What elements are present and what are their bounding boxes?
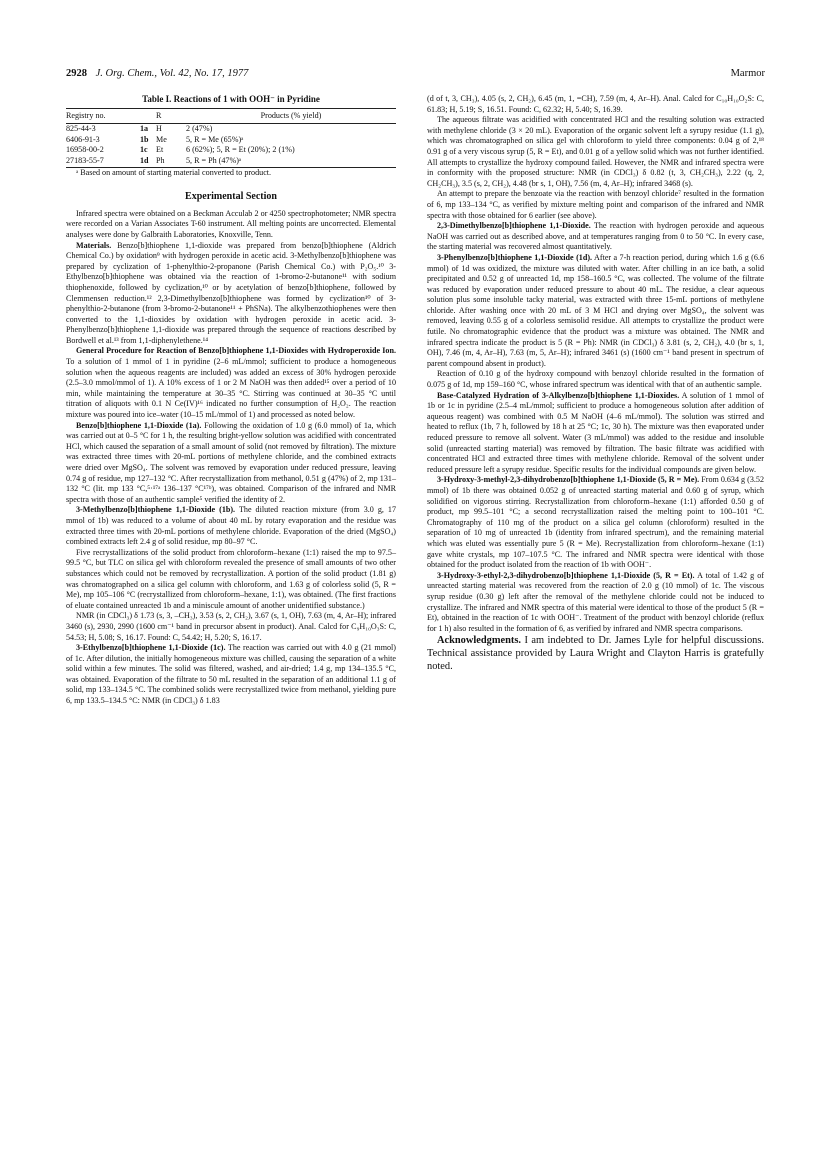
paragraph <box>427 369 764 390</box>
acknowledgments-heading: Acknowledgments. <box>437 635 521 647</box>
substituent-cell: Ph <box>156 155 165 165</box>
paragraph-text: From 0.634 g (3.52 mmol) of 1b there was obtained 0.052 g of unreacted starting material and 0.60 g of syrup, which solidified on vigorous stirring. Recrystallization from chloroform–hexane (1:1) afforded 0.50 g of product, mp 99.5–101 °C; a second recrystallization raised the melting point to 100–101 °C. Chromatography of 110 mg of the product on a silica gel column (chloroform) resulted in the separation of 10 mg of unreacted 1b (identity from infrared spectrum), and the remaining material which was eluted was essentially pure 5 (R = Me). Recrystallization from chloroform–hexane (1:1) gave white crystals, mp 107–107.5 °C. The infrared and NMR spectra were identical with those obtained for the product isolated from the reaction of 1b with OOH⁻. <box>427 475 764 570</box>
paragraph <box>66 505 396 547</box>
table-footnote: ᵃ Based on amount of starting material converted to product. <box>76 167 272 177</box>
products-cell: 2 (47%) <box>186 124 213 134</box>
compound-id-cell: 1d <box>140 155 149 165</box>
paragraph-text: A solution of 1 mmol of 1b or 1c in pyridine (2.5–4 mL/mmol; sufficient to produce a homogeneous solution after addition of aqueous reagent) was combined with 0.5 M NaOH (4–6 mL/mmol). The solution was stirred and heated to reflux (1b, 7 h, followed by 18 h at 25 °C; 1c, 30 h). The mixture was then evaporated under reduced pressure to remove all solvent. Water (3 mL/mmol) was added to the residue and insoluble solid (unreacted starting material) was removed by filtration. The basic filtrate was acidified with concentrated HCl and extracted three times with methylene chloride. Removal of the solvent under reduced pressure left a syrupy residue. Specific results for the individual compounds are given below. <box>427 390 765 474</box>
paragraph <box>66 241 396 347</box>
paragraph-run-in-heading: 3-Phenylbenzo[b]thiophene 1,1-Dioxide (1d). <box>437 252 593 262</box>
registry-number-cell: 27183-55-7 <box>66 155 104 165</box>
paragraph-text: Following the oxidation of 1.0 g (6.0 mmol) of 1a, which was carried out at 0–5 °C for 1 h, the resulting bright-yellow solution was acidified with concentrated HCl, which caused the separation of a small amount of solid (not removed by filtration). The mixture was extracted three times with 20-mL portions of methylene chloride, and the combined extracts were dried over MgSO₄. The solvent was removed by evaporation under reduced pressure, leaving 0.74 g of residue, mp 127–132 °C. After recrystallization from methanol, 0.51 g (47%) of 2, mp 131–132 °C (lit. mp 133 °C,⁵·¹⁷ᵃ 136–137 °C¹⁷ᵇ), was obtained. Comparison of the infrared and NMR spectra with those of an authentic sample⁵ verified the identity of 2. <box>66 420 396 504</box>
section-heading: Experimental Section <box>185 191 277 203</box>
paragraph <box>427 221 764 253</box>
paragraph <box>66 548 396 612</box>
column-header-registry: Registry no. <box>66 110 106 120</box>
acknowledgments <box>427 634 764 673</box>
paragraph-text: After a 7-h reaction period, during which 1.6 g (6.6 mmol) of 1d was oxidized, the mixture was diluted with water. After chilling in an ice bath, a solid precipitated and 0.52 g of unreacted 1d, mp 158–160.5 °C, was collected. The volume of the filtrate was reduced by evaporation under reduced pressure to about 40 mL. The residue, a clear aqueous solution plus some insoluble tacky material, was extracted with three 15-mL portions of methylene chloride. After washing once with 20 mL of 3 M HCl and drying over MgSO₄, the solvent was removed, leaving 0.55 g of a colorless semisolid residue. All attempts to crystallize the product were futile. No chromatographic evidence that the product was a mixture was obtained. The NMR and infrared spectra indicate the product is 5 (R = Ph): NMR (in CDCl₃) δ 3.81 (s, 2, CH₂), 4.0 (br s, 1, OH), 7.46 (m, 4, Ar–H), 7.63 (m, 5, Ar–H); infrared 3461 (s) (1600 cm⁻¹ band present in spectrum of parent compound absent in product). <box>427 252 764 368</box>
paragraph <box>66 643 396 707</box>
paragraph <box>66 421 396 506</box>
table-row <box>66 156 396 167</box>
paragraph <box>427 475 764 570</box>
paragraph-text: To a solution of 1 mmol of 1 in pyridine (2–6 mL/mmol; sufficient to produce a homogeneous solution when the aqueous reagents are included) was added an excess of 30% hydrogen peroxide (2.5–3.0 mmol/mmol of 1). A 10% excess of 1 or 2 M NaOH was then added¹⁵ over a period of 10 min, while maintaining the temperature at 30–35 °C. Stirring was continued at 30–35 °C until titration of aliquots with 0.1 N Ce(IV)¹⁶ indicated no further consumption of H₂O₂. The reaction mixture was poured into ice–water (10–15 mL/mmol of 1) and processed as noted below. <box>66 357 396 420</box>
products-cell: 6 (62%); 5, R = Et (20%); 2 (1%) <box>186 145 295 155</box>
author-name: Marmor <box>730 68 765 79</box>
paragraph-run-in-heading: Benzo[b]thiophene 1,1-Dioxide (1a). <box>76 420 202 430</box>
paragraph-text: An attempt to prepare the benzoate via the reaction with benzoyl chloride⁷ resulted in the formation of 6, mp 133–134 °C, as verified by mixture melting point and comparison of the infrared and NMR spectra with those obtained for 6 earlier (see above). <box>427 189 764 220</box>
paragraph-text: NMR (in CDCl₃) δ 1.73 (s, 3, –CH₃), 3.53 (s, 2, CH₂), 3.67 (s, 1, OH), 7.63 (m, 4, Ar–H); infrared 3460 (s), 2930, 2990 (1600 cm⁻¹ band in precursor absent in product). Anal. Calcd for C₉H₁₀O₃S: C, 54.53; H, 5.08; S, 16.17. Found: C, 54.42; H, 5.20; S, 16.17. <box>66 611 396 642</box>
paragraph <box>427 94 764 115</box>
column-header-r: R <box>156 110 162 120</box>
paragraph-text: Infrared spectra were obtained on a Beckman Acculab 2 or 4250 spectrophotometer; NMR spectra were recorded on a Varian Associates T-60 instrument. All melting points are uncorrected. Elemental analyses were done by Galbraith Laboratories, Knoxville, Tenn. <box>66 208 396 239</box>
paragraph <box>66 346 396 420</box>
left-column <box>66 94 396 707</box>
paragraph-run-in-heading: 3-Methylbenzo[b]thiophene 1,1-Dioxide (1b). <box>76 505 236 515</box>
paragraph-run-in-heading: 3-Ethylbenzo[b]thiophene 1,1-Dioxide (1c). <box>76 643 226 653</box>
page-number: 2928 <box>66 68 87 79</box>
products-cell: 5, R = Ph (47%)ᵃ <box>186 155 242 165</box>
compound-id-cell: 1b <box>140 134 149 144</box>
table-row <box>66 124 396 135</box>
table-row <box>66 135 396 146</box>
right-column-text <box>427 94 764 634</box>
paragraph-text: Reaction of 0.10 g of the hydroxy compound with benzoyl chloride resulted in the formation of 0.075 g of 1d, mp 159–160 °C, whose infrared spectrum was identical with that of an authentic sample. <box>427 369 764 390</box>
column-header-products: Products (% yield) <box>260 110 322 120</box>
registry-number-cell: 6406-91-3 <box>66 134 100 144</box>
paragraph <box>427 115 764 189</box>
left-column-text <box>66 209 396 707</box>
compound-id-cell: 1a <box>140 124 149 134</box>
paragraph-run-in-heading: Base-Catalyzed Hydration of 3-Alkylbenzo[b]thiophene 1,1-Dioxides. <box>437 390 680 400</box>
paragraph-run-in-heading: 2,3-Dimethylbenzo[b]thiophene 1,1-Dioxide. <box>437 221 591 231</box>
paragraph <box>427 571 764 635</box>
paragraph-text: The reaction with hydrogen peroxide and aqueous NaOH was carried out as described above, and at temperatures ranging from 0 to 50 °C. In every case, the starting material was recovered almost quantitatively. <box>427 221 764 252</box>
paragraph-run-in-heading: Materials. <box>76 240 112 250</box>
acknowledgments-text: I am indebted to Dr. James Lyle for helpful discussions. Technical assistance provided by Laura Wright and Clayton Harris is gratefully noted. <box>427 635 764 673</box>
right-column <box>427 94 764 673</box>
paragraph-run-in-heading: 3-Hydroxy-3-ethyl-2,3-dihydrobenzo[b]thiophene 1,1-Dioxide (5, R = Et). <box>437 570 695 580</box>
running-head <box>66 68 765 82</box>
paragraph-text: The reaction was carried out with 4.0 g (21 mmol) of 1c. After dilution, the initially homogeneous mixture was chilled, causing the separation of a white solid within a few minutes. The solid was filtered, washed, and air-dried; 1.4 g, mp 134–135.5 °C, was obtained. Evaporation of the filtrate to 50 mL resulted in the separation of an additional 1.1 g of solid, mp 133–134.5 °C. The combined solids were recrystallized twice from methanol, yielding pure 6, mp 133.5–134.5 °C: NMR (in CDCl₃) δ 1.83 <box>66 643 396 706</box>
paragraph-text: Five recrystallizations of the solid product from chloroform–hexane (1:1) raised the mp to 97.5–99.5 °C, but TLC on silica gel with chloroform revealed the presence of small amounts of two other substances which could not be removed by recrystallization. A portion of the solid product (1.81 g) was chromatographed on a silica gel column with chloroform, and 1.63 g of colorless solid (5, R = Me), mp 105–106 °C (recrystallized from chloroform–hexane, 1:1), was obtained. (The first fractions of eluate contained unreacted 1b and a miniscule amount of another unidentified substance.) <box>66 547 396 610</box>
paragraph-run-in-heading: General Procedure for Reaction of Benzo[b]thiophene 1,1-Dioxides with Hydroperoxide Ion. <box>76 346 396 356</box>
table-row <box>66 145 396 156</box>
paragraph <box>66 611 396 643</box>
compound-id-cell: 1c <box>140 145 148 155</box>
reactions-table <box>66 108 396 168</box>
paragraph <box>66 209 396 241</box>
table-title: Table I. Reactions of 1 with OOH⁻ in Pyridine <box>142 94 320 104</box>
paragraph <box>427 189 764 221</box>
registry-number-cell: 825-44-3 <box>66 124 96 134</box>
table-header-row <box>66 108 396 124</box>
journal-citation: J. Org. Chem., Vol. 42, No. 17, 1977 <box>95 68 249 79</box>
paragraph-text: Benzo[b]thiophene 1,1-dioxide was prepared from benzo[b]thiophene (Aldrich Chemical Co.) by oxidation⁹ with hydrogen peroxide in acetic acid. 3-Methylbenzo[b]thiophene was prepared by cyclization of 1-phenylthio-2-propanone (Parish Chemical Co.) with P₂O₅.¹⁰ 3-Ethylbenzo[b]thiophene was obtained via the reaction of 1-bromo-2-butanone¹¹ with sodium thiophenoxide, followed by cyclization,¹⁰ or by acetylation of benzo[b]thiophene, followed by Clemmensen reduction.¹² 2,3-Dimethylbenzo[b]thiophene was formed by cyclization¹⁰ of 3-phenylthio-2-butanone (from 3-bromo-2-butanone¹¹ + PhSNa). The alkylbenzothiophenes were then converted to the 1,1-dioxides by oxidation with hydrogen peroxide in acetic acid. 3-Phenylbenzo[b]thiophene 1,1-dioxide was prepared through the sequence of reactions described by Bordwell et al.¹³ from 1,1-diphenylethene.¹⁴ <box>66 240 396 345</box>
substituent-cell: Et <box>156 145 164 155</box>
paragraph-text: A total of 1.42 g of unreacted starting material was recovered from the reaction of 2.0 g (10 mmol) of 1c. The viscous syrup residue (0.30 g) left after the removal of the methylene chloride could not be induced to crystallize. The infrared and NMR spectra of this material were identical to those of the product 5 (R = Et), obtained in the reaction of 1c with OOH⁻. Treatment of the product with benzoyl chloride (reflux for 1 h) also resulted in the formation of 6, as verified by infrared and NMR spectra comparisons. <box>427 570 764 633</box>
products-cell: 5, R = Me (65%)ᵃ <box>186 134 244 144</box>
paragraph-text: The diluted reaction mixture (from 3.0 g, 17 mmol of 1b) was reduced to a volume of about 40 mL by rotary evaporation and the residue was extracted three times with 20-mL portions of methylene chloride. Evaporation of the dried (MgSO₄) combined extracts left 2.4 g of solid residue, mp 80–97 °C. <box>66 505 396 547</box>
paragraph-text: The aqueous filtrate was acidified with concentrated HCl and the resulting solution was extracted with methylene chloride (3 × 20 mL). Evaporation of the organic solvent left a syrupy residue (1.1 g), which was chromatographed on silica gel with chloroform to yield three components: 0.04 g of 2,¹⁸ 0.91 g of a very viscous syrup (5, R = Et), and 0.01 g of a yellow solid which was not further identified. All attempts to crystallize the hydroxy compound failed. However, the NMR and infrared spectra were in conformity with the proposed structure: NMR (in CDCl₃) δ 0.82 (t, 3, CH₂CH₃), 2.22 (q, 2, CH₂CH₃), 3.5 (s, 2, CH₂), 4.48 (br s, 1, OH), 7.56 (m, 4, Ar–H); infrared 3468 (s). <box>427 115 764 188</box>
substituent-cell: Me <box>156 134 167 144</box>
paragraph-text: (d of t, 3, CH₃), 4.05 (s, 2, CH₂), 6.45 (m, 1, =CH), 7.59 (m, 4, Ar–H). Anal. Calcd for C₁₀H₁₀O₂S: C, 61.83; H, 5.19; S, 16.51. Found: C, 62.32; H, 5.40; S, 16.39. <box>427 94 764 114</box>
substituent-cell: H <box>156 124 162 134</box>
paragraph <box>427 253 764 370</box>
registry-number-cell: 16958-00-2 <box>66 145 104 155</box>
paragraph-run-in-heading: 3-Hydroxy-3-methyl-2,3-dihydrobenzo[b]thiophene 1,1-Dioxide (5, R = Me). <box>437 475 700 485</box>
paragraph <box>427 391 764 476</box>
